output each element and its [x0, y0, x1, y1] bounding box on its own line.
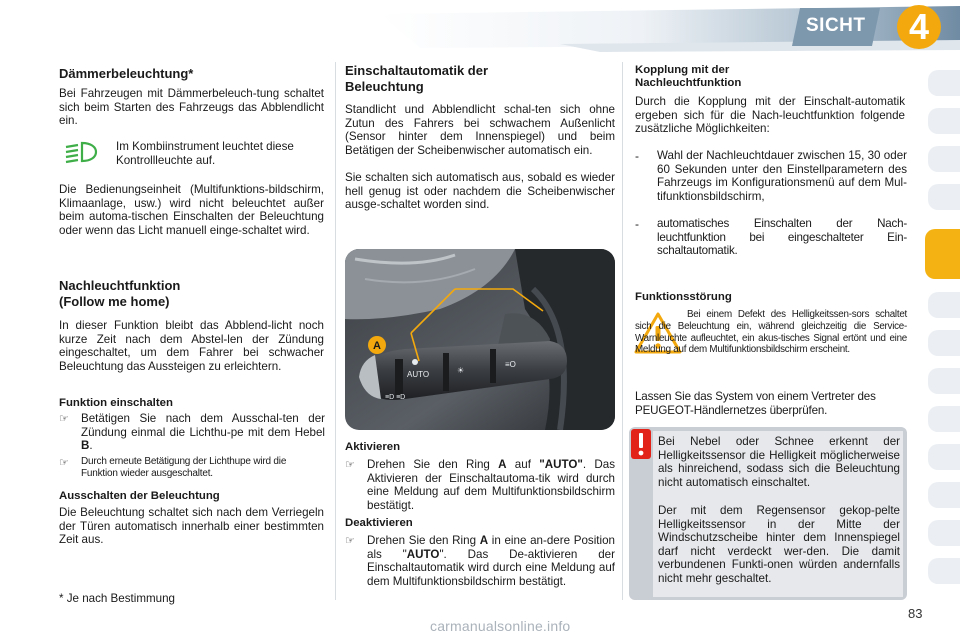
section-title: SICHT [806, 15, 866, 36]
coupling-bullet-1: - Wahl der Nachleuchtdauer zwischen 15, 30 oder 60 Sekunden unter den Einstellparametern des Fahrzeugs im Konfigurationsmenü auf dem Mul-tifunktionsbildschirm, [635, 149, 907, 203]
svg-text:☀︎: ☀︎ [457, 366, 465, 375]
deactivate-text-suffix: ". Das De-aktivieren der Einschaltautomatik wird durch eine Meldung auf dem Multifunktionsbildschirm bestätigt. [367, 547, 615, 588]
activate-bullet [345, 458, 615, 510]
activate-title: Aktivieren [345, 441, 401, 453]
deactivate-text-middle: in eine an-dere Position als " [367, 534, 615, 561]
side-tab[interactable] [928, 444, 960, 470]
side-tab[interactable] [928, 108, 960, 134]
side-tab[interactable] [928, 558, 960, 584]
column-divider [335, 62, 336, 600]
malfunction-warning-text: Bei einem Defekt des Helligkeitssen-sors schaltet sich die Beleuchtung ein, während gleichzeitig die Service-Warnleuchte aufleuchtet, ein akus-tisches Signal ertönt und eine Meldung auf dem Multifunktionsbildschirm erscheint. [635, 309, 907, 356]
page-number: 83 [908, 606, 923, 621]
malfunction-paragraph: Lassen Sie das System von einem Vertreter des PEUGEOT-Händlernetzes überprüfen. [635, 390, 876, 417]
side-tab[interactable] [928, 482, 960, 508]
activate-text-suffix: . Das Aktivieren der Einschaltautoma-tik wird durch eine Meldung auf dem Multifunktionsbildschirm bestätigt. [367, 458, 615, 512]
follow-me-title-line1: Nachleuchtfunktion [59, 278, 181, 293]
coupling-title-line1: Kopplung mit der [635, 64, 730, 76]
deactivate-text-prefix: Drehen Sie den Ring [367, 534, 480, 547]
auto-lights-title-line1: Einschaltautomatik der [345, 63, 489, 78]
alert-exclamation-icon [631, 429, 651, 459]
enable-bullet-1-suffix: . [89, 439, 93, 452]
auto-lights-title-line2: Beleuchtung [345, 79, 424, 94]
side-tab-active[interactable] [925, 229, 960, 279]
side-tab[interactable] [928, 368, 960, 394]
disable-title: Ausschalten der Beleuchtung [59, 490, 220, 502]
auto-lights-paragraph-1: Standlicht und Abblendlicht schal-ten sich ohne Zutun des Fahrers bei schwachem Außenlicht (Sensor hinter dem Innenspiegel) und beim Betätigen der Scheibenwischer automatisch ein. [345, 103, 615, 157]
disable-paragraph: Die Beleuchtung schaltet sich nach dem Verriegeln der Türen automatisch innerhalb einer bestimmten Zeit aus. [59, 506, 324, 546]
enable-title: Funktion einschalten [59, 397, 173, 409]
activate-text-middle: auf [506, 458, 540, 471]
deactivate-title: Deaktivieren [345, 517, 413, 529]
side-tab[interactable] [928, 406, 960, 432]
enable-bullet-1 [59, 412, 326, 454]
malfunction-title: Funktionsstörung [635, 291, 732, 303]
enable-bullet-1-text: Betätigen Sie nach dem Ausschal-ten der Zündung einmal die Lichthu-pe mit dem Hebel [81, 412, 325, 439]
coupling-paragraph: Durch die Kopplung mit der Einschalt-automatik ergeben sich für die Nach-leuchtfunktion folgende zusätzliche Möglichkeiten: [635, 95, 905, 135]
auto-ref: AUTO [406, 547, 440, 561]
side-tab[interactable] [928, 292, 960, 318]
footnote: * Je nach Bestimmung [59, 592, 175, 605]
photo-auto-label: AUTO [407, 370, 430, 379]
lever-b-label: B [81, 439, 90, 452]
follow-me-title-line2: (Follow me home) [59, 294, 170, 309]
bullet-hand-icon: ☞ [345, 535, 355, 547]
indicator-lamp-text: Im Kombiinstrument leuchtet diese Kontrollleuchte auf. [116, 140, 294, 167]
coupling-bullet-1-text: Wahl der Nachleuchtdauer zwischen 15, 30 oder 60 Sekunden unter den Einstellparametern des Fahrzeugs im Konfigurationsmenü auf dem Mul-tifunktionsbildschirm, [657, 149, 907, 203]
auto-ref: "AUTO" [539, 458, 583, 471]
photo-ring-a-label: A [373, 340, 381, 352]
note-paragraph-2: Der mit dem Regensensor gekop-pelte Helligkeitssensor in der Mitte der Windschutzscheibe hinter dem Innenspiegel darf nicht verdeckt wer-den. Die damit verbundenen Funkti-onen würden andernfalls nicht mehr geschaltet. [658, 504, 900, 585]
follow-me-paragraph: In dieser Funktion bleibt das Abblend-licht noch kurze Zeit nach dem Abstel-len der Zündung eingeschaltet, um dem Fahrer bei schwacher Beleuchtung das Aussteigen zu erleichtern. [59, 319, 324, 373]
enable-bullet-2-text: Durch erneute Betätigung der Lichthupe wird die Funktion wieder ausgeschaltet. [81, 456, 287, 479]
column-divider [622, 62, 623, 600]
note-paragraph-1: Bei Nebel oder Schnee erkennt der Helligkeitssensor die Helligkeit möglicherweise als hinreichend, sodass sich die Beleuchtung nicht automatisch einschaltet. [658, 435, 900, 489]
bullet-hand-icon: ☞ [345, 459, 355, 471]
bullet-hand-icon: ☞ [59, 413, 69, 425]
dimming-paragraph: Bei Fahrzeugen mit Dämmerbeleuch-tung schaltet sich beim Starten des Fahrzeugs das Abblendlicht ein. [59, 87, 324, 127]
low-beam-lamp-icon [60, 140, 100, 164]
dimming-paragraph-2: Die Bedienungseinheit (Multifunktions-bildschirm, Klimaanlage, usw.) wird nicht beleuchtet außer beim automa-tischen Einschalten der Beleuchtung oder wenn das Licht manuell einge-schaltet wird. [59, 183, 324, 237]
deactivate-bullet [345, 534, 615, 600]
side-tab[interactable] [928, 70, 960, 96]
lighting-stalk-photo [345, 249, 615, 430]
side-tab[interactable] [928, 330, 960, 356]
activate-text-prefix: Drehen Sie den Ring [367, 458, 499, 471]
coupling-title-line2: Nachleuchtfunktion [635, 77, 742, 89]
watermark: carmanualsonline.info [430, 618, 571, 634]
side-tab[interactable] [928, 184, 960, 210]
svg-text:≡D ≡D: ≡D ≡D [385, 394, 406, 401]
ring-a-ref: A [479, 534, 489, 547]
coupling-bullet-2-text: automatisches Einschalten der Nach-leuchtfunktion bei eingeschalteter Ein-schaltautomatik. [657, 217, 907, 257]
chapter-number-badge: 4 [897, 5, 941, 49]
coupling-bullet-2: - automatisches Einschalten der Nach-leuchtfunktion bei eingeschalteter Ein-schaltautomatik. [635, 217, 907, 257]
bullet-hand-icon: ☞ [59, 457, 69, 469]
side-tab[interactable] [928, 520, 960, 546]
side-tab[interactable] [928, 146, 960, 172]
ring-a-ref: A [498, 458, 507, 471]
auto-lights-paragraph-2: Sie schalten sich automatisch aus, sobald es wieder hell genug ist oder nachdem die Scheibenwischer ausge-schaltet worden sind. [345, 171, 615, 211]
dimming-title: Dämmerbeleuchtung* [59, 66, 194, 81]
enable-bullet-2 [59, 456, 326, 484]
svg-text:≡O: ≡O [505, 360, 516, 369]
